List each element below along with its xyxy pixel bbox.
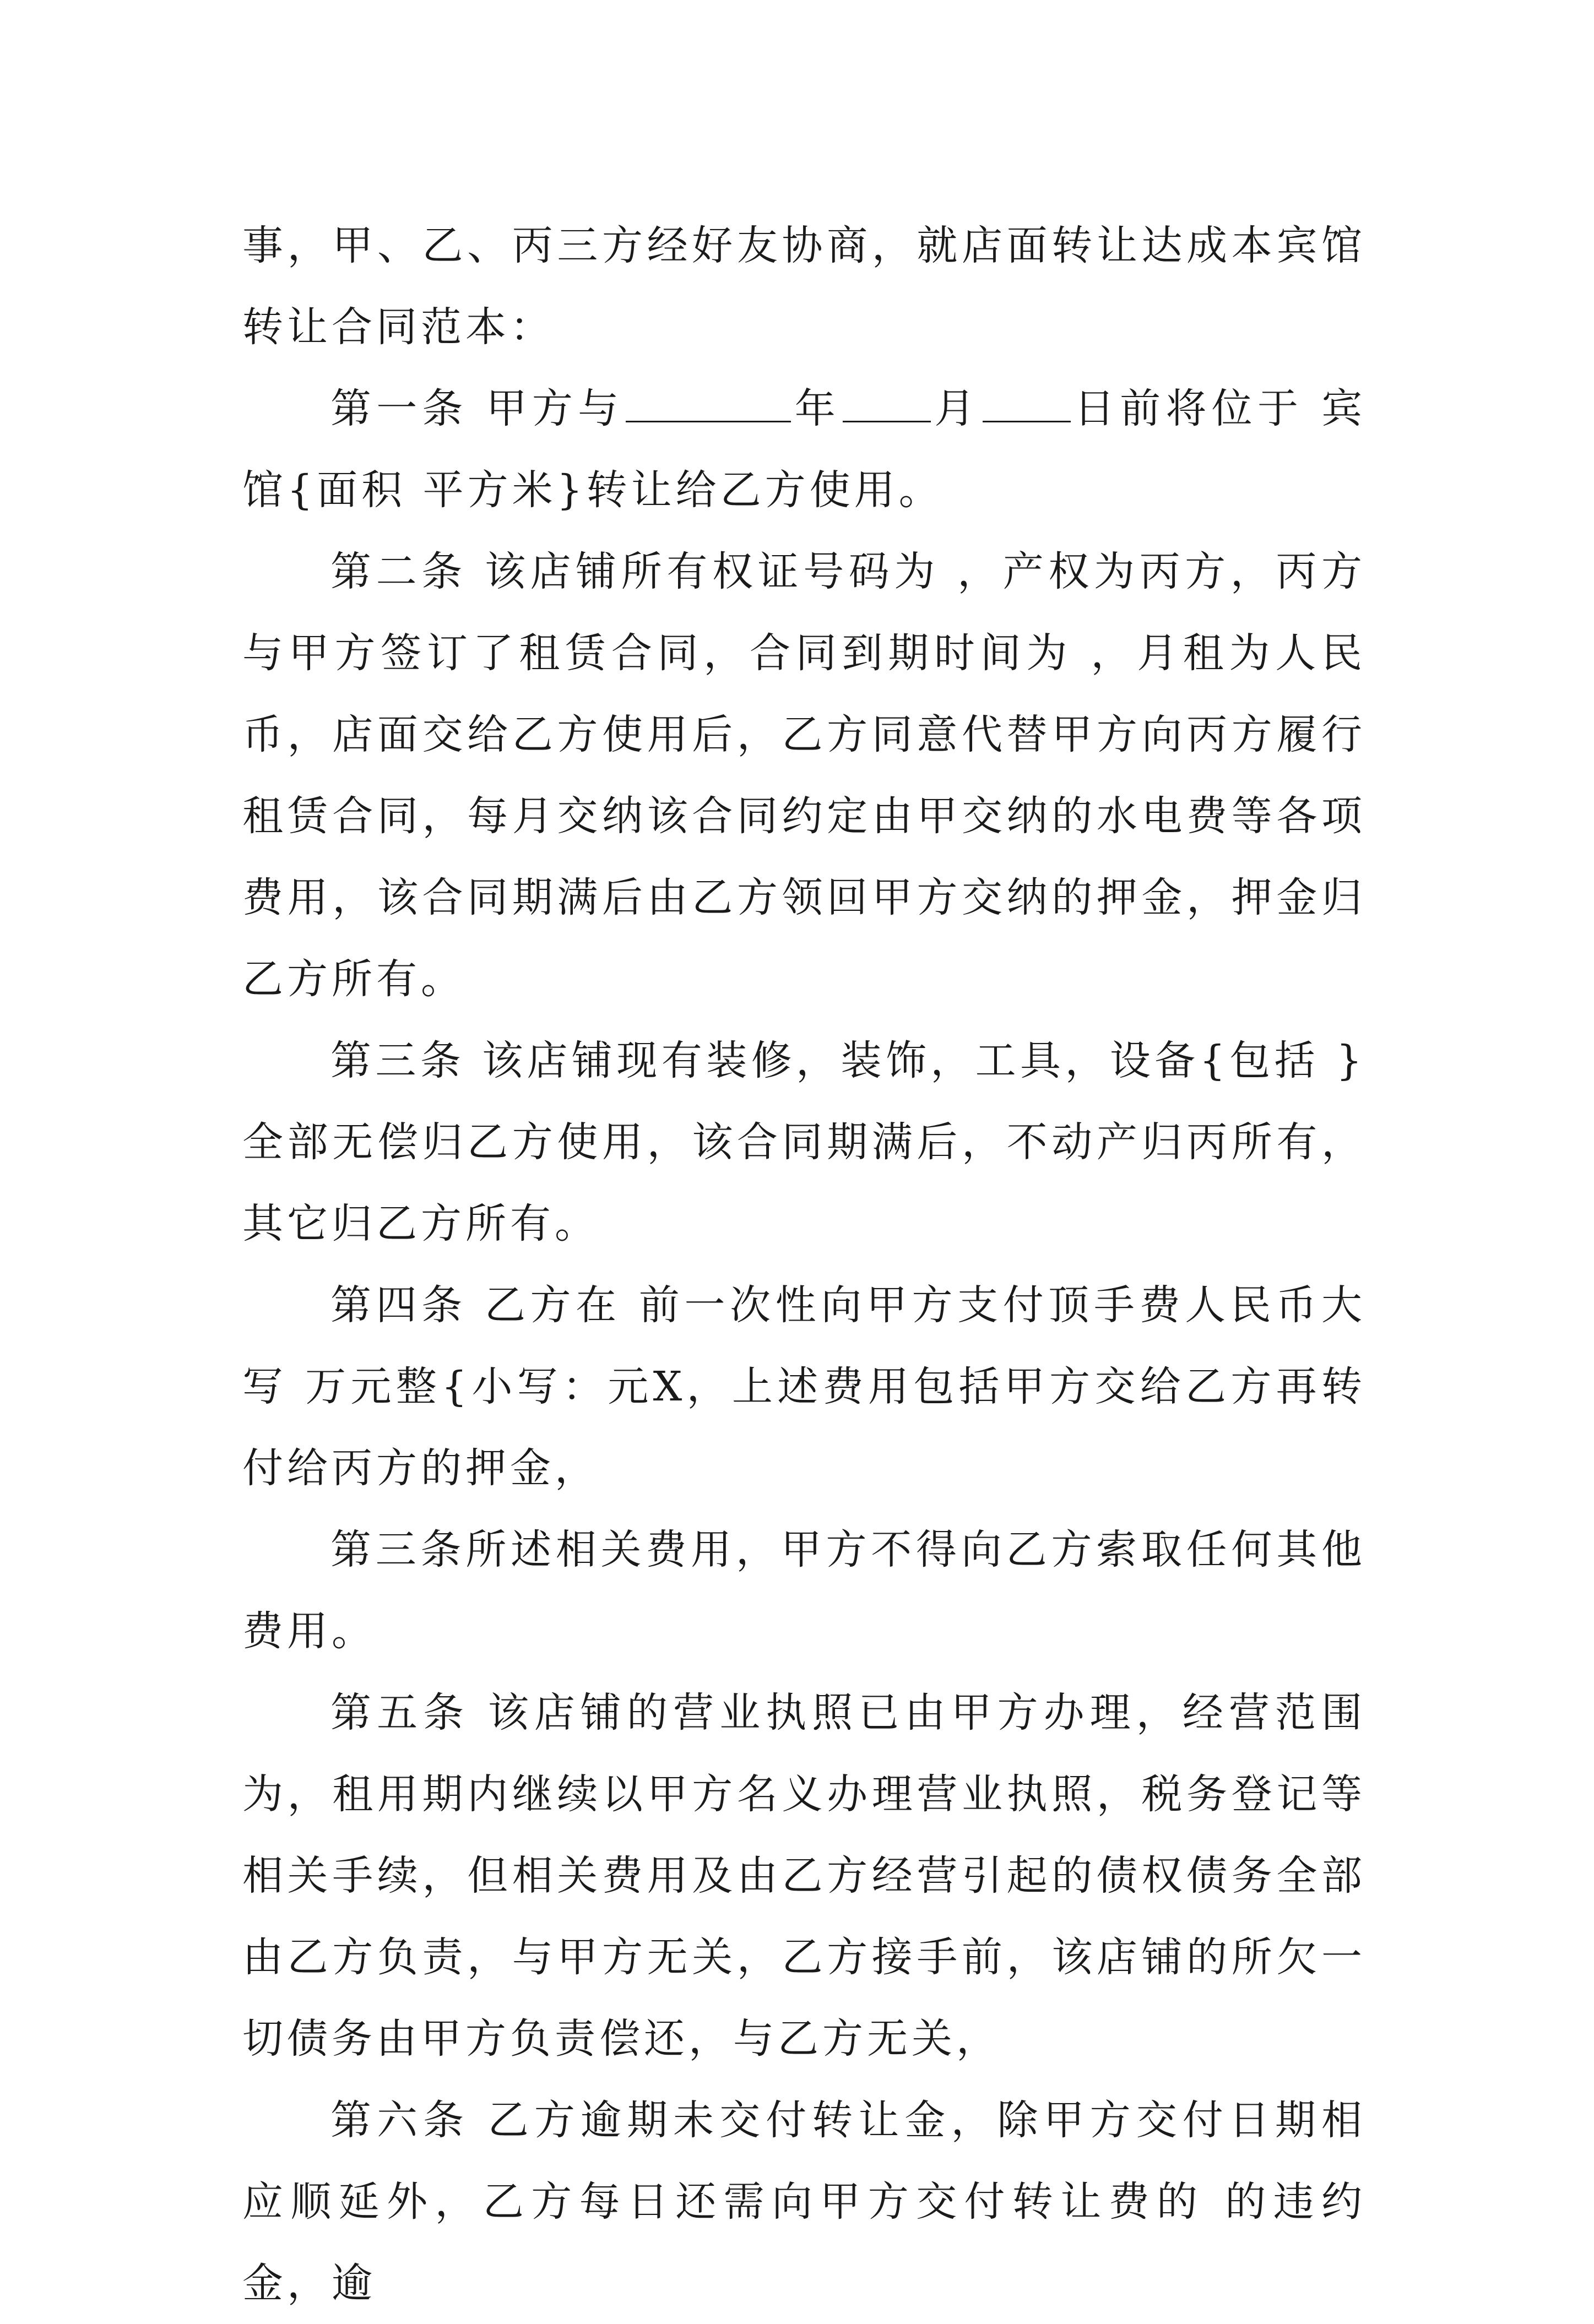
article-4 — [242, 1264, 1366, 1509]
day-blank — [983, 380, 1071, 422]
year-blank — [626, 380, 791, 422]
article-1 — [242, 368, 1366, 531]
article-6 — [242, 2079, 1366, 2324]
article-6-text: 第六条 乙方逾期未交付转让金，除甲方交付日期相应顺延外，乙方每日还需向甲方交付转让费的 的违约金，逾 — [242, 2097, 1366, 2307]
article-3-text: 第三条 该店铺现有装修，装饰，工具，设备{包括 }全部无偿归乙方使用，该合同期满后，不动产归丙所有，其它归乙方所有。 — [242, 1037, 1366, 1247]
article-1-text-a: 第一条 甲方与 — [330, 385, 624, 432]
document-body — [242, 205, 1366, 2324]
article-5-text: 第五条 该店铺的营业执照已由甲方办理，经营范围为，租用期内继续以甲方名义办理营业执照，税务登记等相关手续，但相关费用及由乙方经营引起的债权债务全部由乙方负责，与甲方无关，乙方接手前，该店铺的所欠一切债务由甲方负责偿还，与乙方无关， — [242, 1689, 1366, 2062]
article-1-text-b: 年 — [793, 385, 841, 432]
article-5 — [242, 1672, 1366, 2079]
article-4-text: 第四条 乙方在 前一次性向甲方支付顶手费人民币大写 万元整{小写：元X，上述费用包括甲方交给乙方再转付给丙方的押金， — [242, 1282, 1366, 1492]
month-blank — [843, 380, 931, 422]
article-1-text-c: 月 — [933, 385, 980, 432]
article-3 — [242, 1020, 1366, 1264]
article-1-text-d: 日前将位于 宾馆{面积 平方米}转让给乙方使用。 — [242, 385, 1367, 514]
paragraph-continuation — [242, 205, 1366, 368]
paragraph-text: 事，甲、乙、丙三方经好友协商，就店面转让达成本宾馆转让合同范本： — [242, 222, 1366, 351]
article-2-text: 第二条 该店铺所有权证号码为 ，产权为丙方，丙方与甲方签订了租赁合同，合同到期时间为 ，月租为人民币，店面交给乙方使用后，乙方同意代替甲方向丙方履行租赁合同，每月交纳该合同约定由甲交纳的水电费等各项费用，该合同期满后由乙方领回甲方交纳的押金，押金归乙方所有。 — [242, 548, 1366, 1003]
article-4-continued — [242, 1509, 1366, 1672]
article-4-continued-text: 第三条所述相关费用，甲方不得向乙方索取任何其他费用。 — [242, 1526, 1366, 1655]
article-2 — [242, 531, 1366, 1020]
